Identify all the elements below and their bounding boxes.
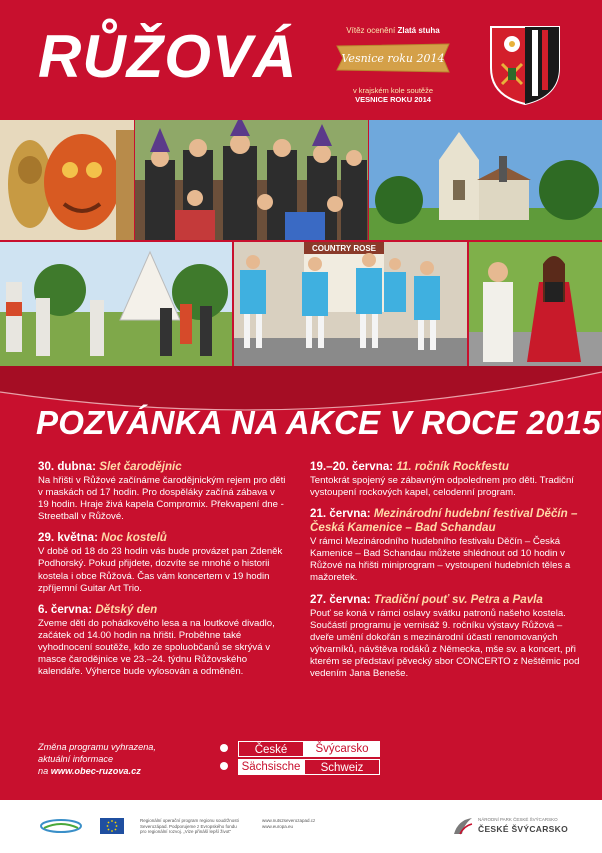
logo-cs-word2: Švýcarsko xyxy=(304,741,380,757)
event-item xyxy=(38,531,288,594)
award-prefix: Vítěz ocenění xyxy=(346,26,396,35)
village-title: RŮŽOVÁ xyxy=(38,23,298,90)
bullet-icon xyxy=(220,762,228,770)
website-link[interactable]: www.obec-ruzova.cz xyxy=(50,766,141,776)
event-item xyxy=(310,593,580,681)
coat-of-arms-icon xyxy=(488,24,562,106)
event-date: 21. června: xyxy=(310,507,371,521)
photo-church xyxy=(369,120,602,240)
event-item xyxy=(310,460,580,499)
logo-cs-word1: České xyxy=(238,741,304,757)
event-description: Na hřišti v Růžové začínáme čarodějnickým rejem pro děti v maskách od 17 hodin. Pro dospěláky začíná zábava v 19 hodin. Hraje živá kapela Compromix. Překvapení dne - Streetball v Růžové. xyxy=(38,475,286,523)
note-line3-prefix: na xyxy=(38,766,51,776)
event-description: V rámci Mezinárodního hudebního festivalu Děčín – Česká Kamenice – Bad Schandau můžete shlédnout od 10 hodin v Růžové na hřišti miniprogram – vystoupení hudebních těles a mažoretek. xyxy=(310,536,571,584)
rop-logo-icon xyxy=(38,818,84,834)
event-description: Zveme děti do pohádkového lesa a na loutkové divadlo, začátek od 14.00 hodin na hřišti. Proběhne také vyhodnocení soutěže, kdo ze spoluobčanů se skrývá v masce čarodějnice ve 23.–24. týdnu Růžovského kalendáře. Výherce bude vylosován a odměněn. xyxy=(38,617,275,678)
note-line1: Změna programu vyhrazena, xyxy=(38,742,156,752)
award-line1: v krajském kole soutěže xyxy=(352,86,434,95)
event-description: V době od 18 do 23 hodin vás bude provázet pan Zdeněk Podhorský. Pokud přijdete, dozvíte se mnohé o historii kostela i obce Růžová. Čas vám koncertem v 19 hodin zpříjemní Guitar Art Trio. xyxy=(38,546,283,594)
photo-collage xyxy=(0,120,602,366)
event-date: 30. dubna: xyxy=(38,460,96,473)
logo-de-word2: Schweiz xyxy=(304,759,380,775)
sign-text: COUNTRY ROSE xyxy=(311,244,377,253)
region-small-text: NÁRODNÍ PARK ČESKÉ ŠVÝCARSKO xyxy=(478,817,558,822)
event-name: Tradiční pouť sv. Petra a Pavla xyxy=(373,592,543,606)
bullet-icon xyxy=(220,744,228,752)
event-name: Dětský den xyxy=(95,602,158,616)
header xyxy=(0,0,602,120)
event-date: 27. června: xyxy=(310,592,371,606)
award-label xyxy=(338,26,448,35)
award-line2: VESNICE ROKU 2014 xyxy=(355,95,431,104)
region-name: ČESKÉ ŠVÝCARSKO xyxy=(478,824,568,834)
eu-flag-icon xyxy=(100,818,124,834)
note-line2: aktuální informace xyxy=(38,754,114,764)
event-date: 29. května: xyxy=(38,531,98,545)
footer xyxy=(0,800,602,853)
photo-wood-sculptures xyxy=(0,120,134,240)
award-caption xyxy=(338,86,448,104)
region-logo xyxy=(220,739,380,779)
events-right-column xyxy=(310,460,580,688)
event-date: 6. června: xyxy=(38,602,93,616)
event-date: 19.–20. června: xyxy=(310,460,394,473)
event-name: Slet čarodějnic xyxy=(99,460,182,473)
event-name: Noc kostelů xyxy=(101,531,167,545)
event-item xyxy=(310,507,580,584)
photo-witches-group xyxy=(135,120,368,240)
event-name: 11. ročník Rockfestu xyxy=(396,460,509,473)
event-description: Tentokrát spojený se zábavným odpolednem pro děti. Tradiční vystoupení rockových kapel, celodenní program. xyxy=(310,475,574,499)
photo-indian-festival xyxy=(0,242,232,366)
event-item xyxy=(38,460,288,523)
logo-de-word1: Sächsische xyxy=(238,759,304,775)
page-heading: POZVÁNKA NA AKCE V ROCE 2015 xyxy=(36,404,601,441)
eu-program-text: Regionální operační program regionu soudržnosti Severozápad. Podporujeme z Evropského fondu pro regionální rozvoj. „Vize přináší lepší život" xyxy=(140,818,239,834)
ribbon-text: Vesnice roku 2014 xyxy=(341,52,445,65)
event-description: Pouť se koná v rámci oslavy svátku patronů našeho kostela. Součástí programu je vernisáž 9. ročníku výstavy Růžová – dveře umění dokořán s mezinárodní účastí renomovaných výtvarníků, návštěva rodáků z Německa, mše sv. a koncert, při kterém se představí pěvecký sbor CONCERTO z Neštěmic pod vedením Jana Beneše. xyxy=(310,607,580,680)
event-name: Mezinárodní hudební festival Děčín – Česká Kamenice – Bad Schandau xyxy=(310,507,578,535)
photo-majorettes xyxy=(234,242,467,366)
program-note xyxy=(38,741,208,777)
photo-costumed-women xyxy=(469,242,602,366)
events-left-column xyxy=(38,460,288,686)
award-name: Zlatá stuha xyxy=(397,26,440,35)
national-park-icon xyxy=(452,816,474,836)
footer-web-text: www.nuts2severozapad.cz www.europa.eu xyxy=(262,818,316,829)
golden-ribbon xyxy=(333,40,453,76)
event-item xyxy=(38,603,288,678)
